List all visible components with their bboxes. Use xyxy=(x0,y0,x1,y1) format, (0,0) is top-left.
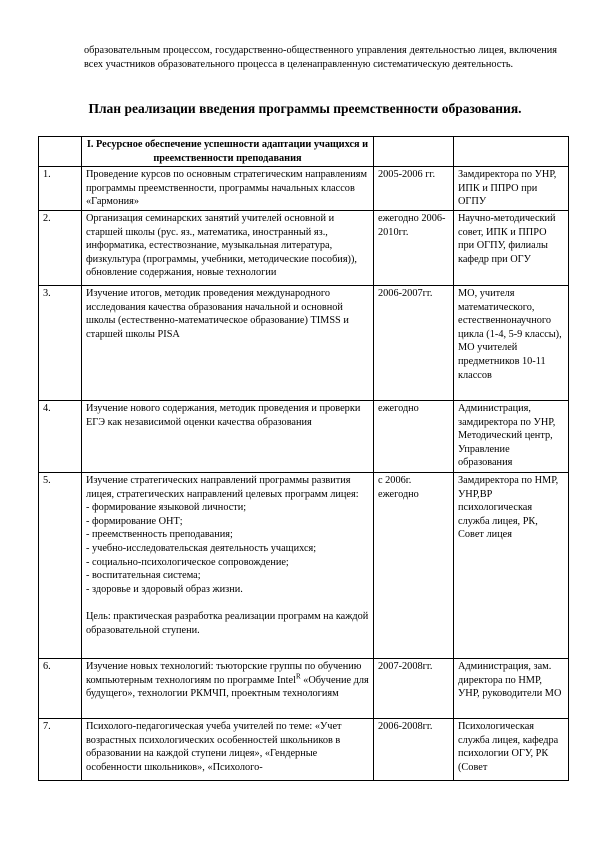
row-responsible: МО, учителя математического, естественнонаучного цикла (1-4, 5-9 классы), МО учителей предметников 10-11 классов xyxy=(454,285,569,400)
row-number: 2. xyxy=(39,210,82,285)
row-content-text: Изучение новых технологий: тьюторские группы по обучению компьютерным технологиям по программе Intel xyxy=(86,660,362,686)
row-content-text: «Обучение для будущего», технологии РКМЧП, проектным технологиям xyxy=(86,674,369,700)
section-header-row xyxy=(39,137,569,167)
row-content-line: Психолого-педагогическая учеба учителей по теме: «Учет возрастных психологических особенностей школьников в образовании на каждой ступени лицея», «Гендерные особенности школьников», «Психолого- xyxy=(86,720,342,773)
table-row xyxy=(39,658,569,718)
table-row xyxy=(39,285,569,400)
row-content-line: Изучение итогов, методик проведения международного исследования качества образования начальной и основной школы (естественно-математическое образование) TIMSS и старшей школы PISA xyxy=(86,287,349,340)
plan-table xyxy=(38,136,569,781)
row-responsible: Научно-методический совет, ИПК и ППРО при ОГПУ, филиалы кафедр при ОГУ xyxy=(454,210,569,285)
row-number: 5. xyxy=(39,472,82,658)
table-row xyxy=(39,472,569,658)
row-content xyxy=(82,718,374,780)
registered-mark: R xyxy=(295,672,301,681)
row-content xyxy=(82,210,374,285)
row-term: ежегодно xyxy=(374,400,454,472)
row-content-line: - формирование ОНТ; xyxy=(86,515,183,527)
row-responsible: Психологическая служба лицея, кафедра психологии ОГУ, РК (Совет xyxy=(454,718,569,780)
row-content-line: - здоровье и здоровый образ жизни. xyxy=(86,583,243,595)
row-number: 6. xyxy=(39,658,82,718)
row-number: 1. xyxy=(39,167,82,211)
row-term: 2006-2008гг. xyxy=(374,718,454,780)
header-empty-cell xyxy=(374,137,454,167)
row-content-line: - преемственность преподавания; xyxy=(86,529,233,541)
row-content-line: - учебно-исследовательская деятельность учащихся; xyxy=(86,542,317,554)
table-row xyxy=(39,718,569,780)
row-responsible: Администрация, замдиректора по УНР, Методический центр, Управление образования xyxy=(454,400,569,472)
row-term: 2005-2006 гг. xyxy=(374,167,454,211)
row-content-line: Проведение курсов по основным стратегическим направлениям программы преемственности, программы начальных классов «Гармония» xyxy=(86,169,368,208)
section-header: I. Ресурсное обеспечение успешности адаптации учащихся и преемственности преподавания xyxy=(82,137,374,167)
row-content-spacer xyxy=(86,596,369,610)
row-term: ежегодно 2006-2010гг. xyxy=(374,210,454,285)
row-content xyxy=(82,285,374,400)
row-content-line: Организация семинарских занятий учителей основной и старшей школы (рус. яз., математика, иностранный яз., информатика, естествознание, музыкальная литература, физкультура (программы, учебники, методические пособия)), обновление содержания, новые технологии xyxy=(86,212,357,279)
row-term: 2007-2008гг. xyxy=(374,658,454,718)
row-number: 4. xyxy=(39,400,82,472)
row-term: с 2006г. ежегодно xyxy=(374,472,454,658)
row-content-line: Изучение стратегических направлений программы развития лицея, стратегических направлений целевых программ лицея: xyxy=(86,474,359,500)
row-content-line: - социально-психологическое сопровождение; xyxy=(86,556,289,568)
row-content xyxy=(82,167,374,211)
row-content xyxy=(82,472,374,658)
row-content-line: - формирование языковой личности; xyxy=(86,502,247,514)
intro-paragraph: образовательным процессом, государственно-общественного управления деятельностью лицея, включения всех участников образовательного процесса в целенаправленную систематическую деятельность. xyxy=(84,45,557,70)
header-empty-cell xyxy=(454,137,569,167)
row-responsible: Замдиректора по НМР, УНР,ВР психологическая служба лицея, РК, Совет лицея xyxy=(454,472,569,658)
row-number: 7. xyxy=(39,718,82,780)
row-responsible: Администрация, зам. директора по НМР, УНР, руководители МО xyxy=(454,658,569,718)
row-number: 3. xyxy=(39,285,82,400)
page-title: План реализации введения программы преемственности образования. xyxy=(88,101,522,116)
table-row xyxy=(39,167,569,211)
header-empty-cell xyxy=(39,137,82,167)
row-content xyxy=(82,658,374,718)
row-content-line: Изучение нового содержания, методик проведения и проверки ЕГЭ как независимой оценки качества образования xyxy=(86,402,361,428)
row-responsible: Замдиректора по УНР, ИПК и ППРО при ОГПУ xyxy=(454,167,569,211)
row-content-line: Цель: практическая разработка реализации программ на каждой образовательной ступени. xyxy=(86,610,369,636)
table-row xyxy=(39,210,569,285)
row-content-line: - воспитательная система; xyxy=(86,570,201,582)
table-row xyxy=(39,400,569,472)
row-term: 2006-2007гг. xyxy=(374,285,454,400)
row-content xyxy=(82,400,374,472)
